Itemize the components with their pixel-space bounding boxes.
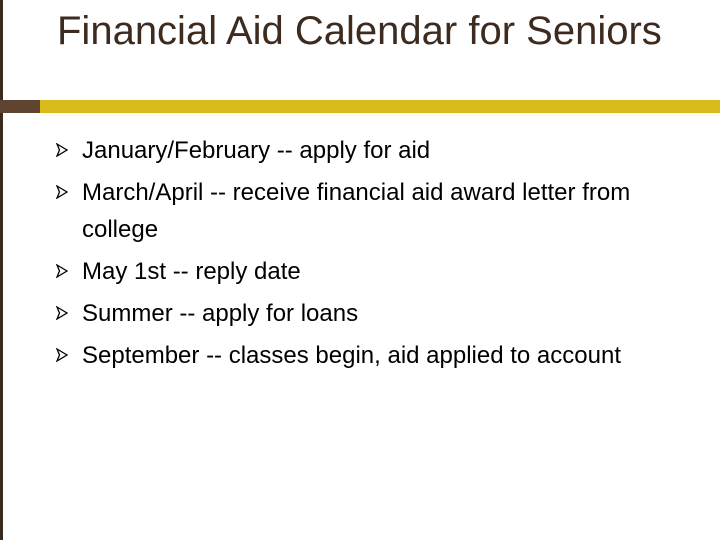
arrowhead-bullet-icon xyxy=(55,143,69,157)
list-item xyxy=(0,337,720,374)
arrowhead-bullet-icon xyxy=(55,348,69,362)
title-divider-gold-segment xyxy=(40,100,720,113)
list-item xyxy=(0,253,720,290)
bullet-text: May 1st -- reply date xyxy=(82,258,301,285)
arrowhead-bullet-icon xyxy=(55,306,69,320)
bullet-text: March/April -- receive financial aid award letter from college xyxy=(82,179,631,243)
bullet-text: January/February -- apply for aid xyxy=(82,137,431,164)
title-divider-dark-segment xyxy=(0,100,40,113)
bullet-list xyxy=(0,132,720,379)
list-item xyxy=(0,132,720,169)
bullet-text: Summer -- apply for loans xyxy=(82,300,359,327)
slide-title: Financial Aid Calendar for Seniors xyxy=(57,9,662,53)
list-item xyxy=(0,174,720,248)
arrowhead-bullet-icon xyxy=(55,264,69,278)
arrowhead-bullet-icon xyxy=(55,185,69,199)
list-item xyxy=(0,295,720,332)
bullet-text: September -- classes begin, aid applied to account xyxy=(82,342,621,369)
